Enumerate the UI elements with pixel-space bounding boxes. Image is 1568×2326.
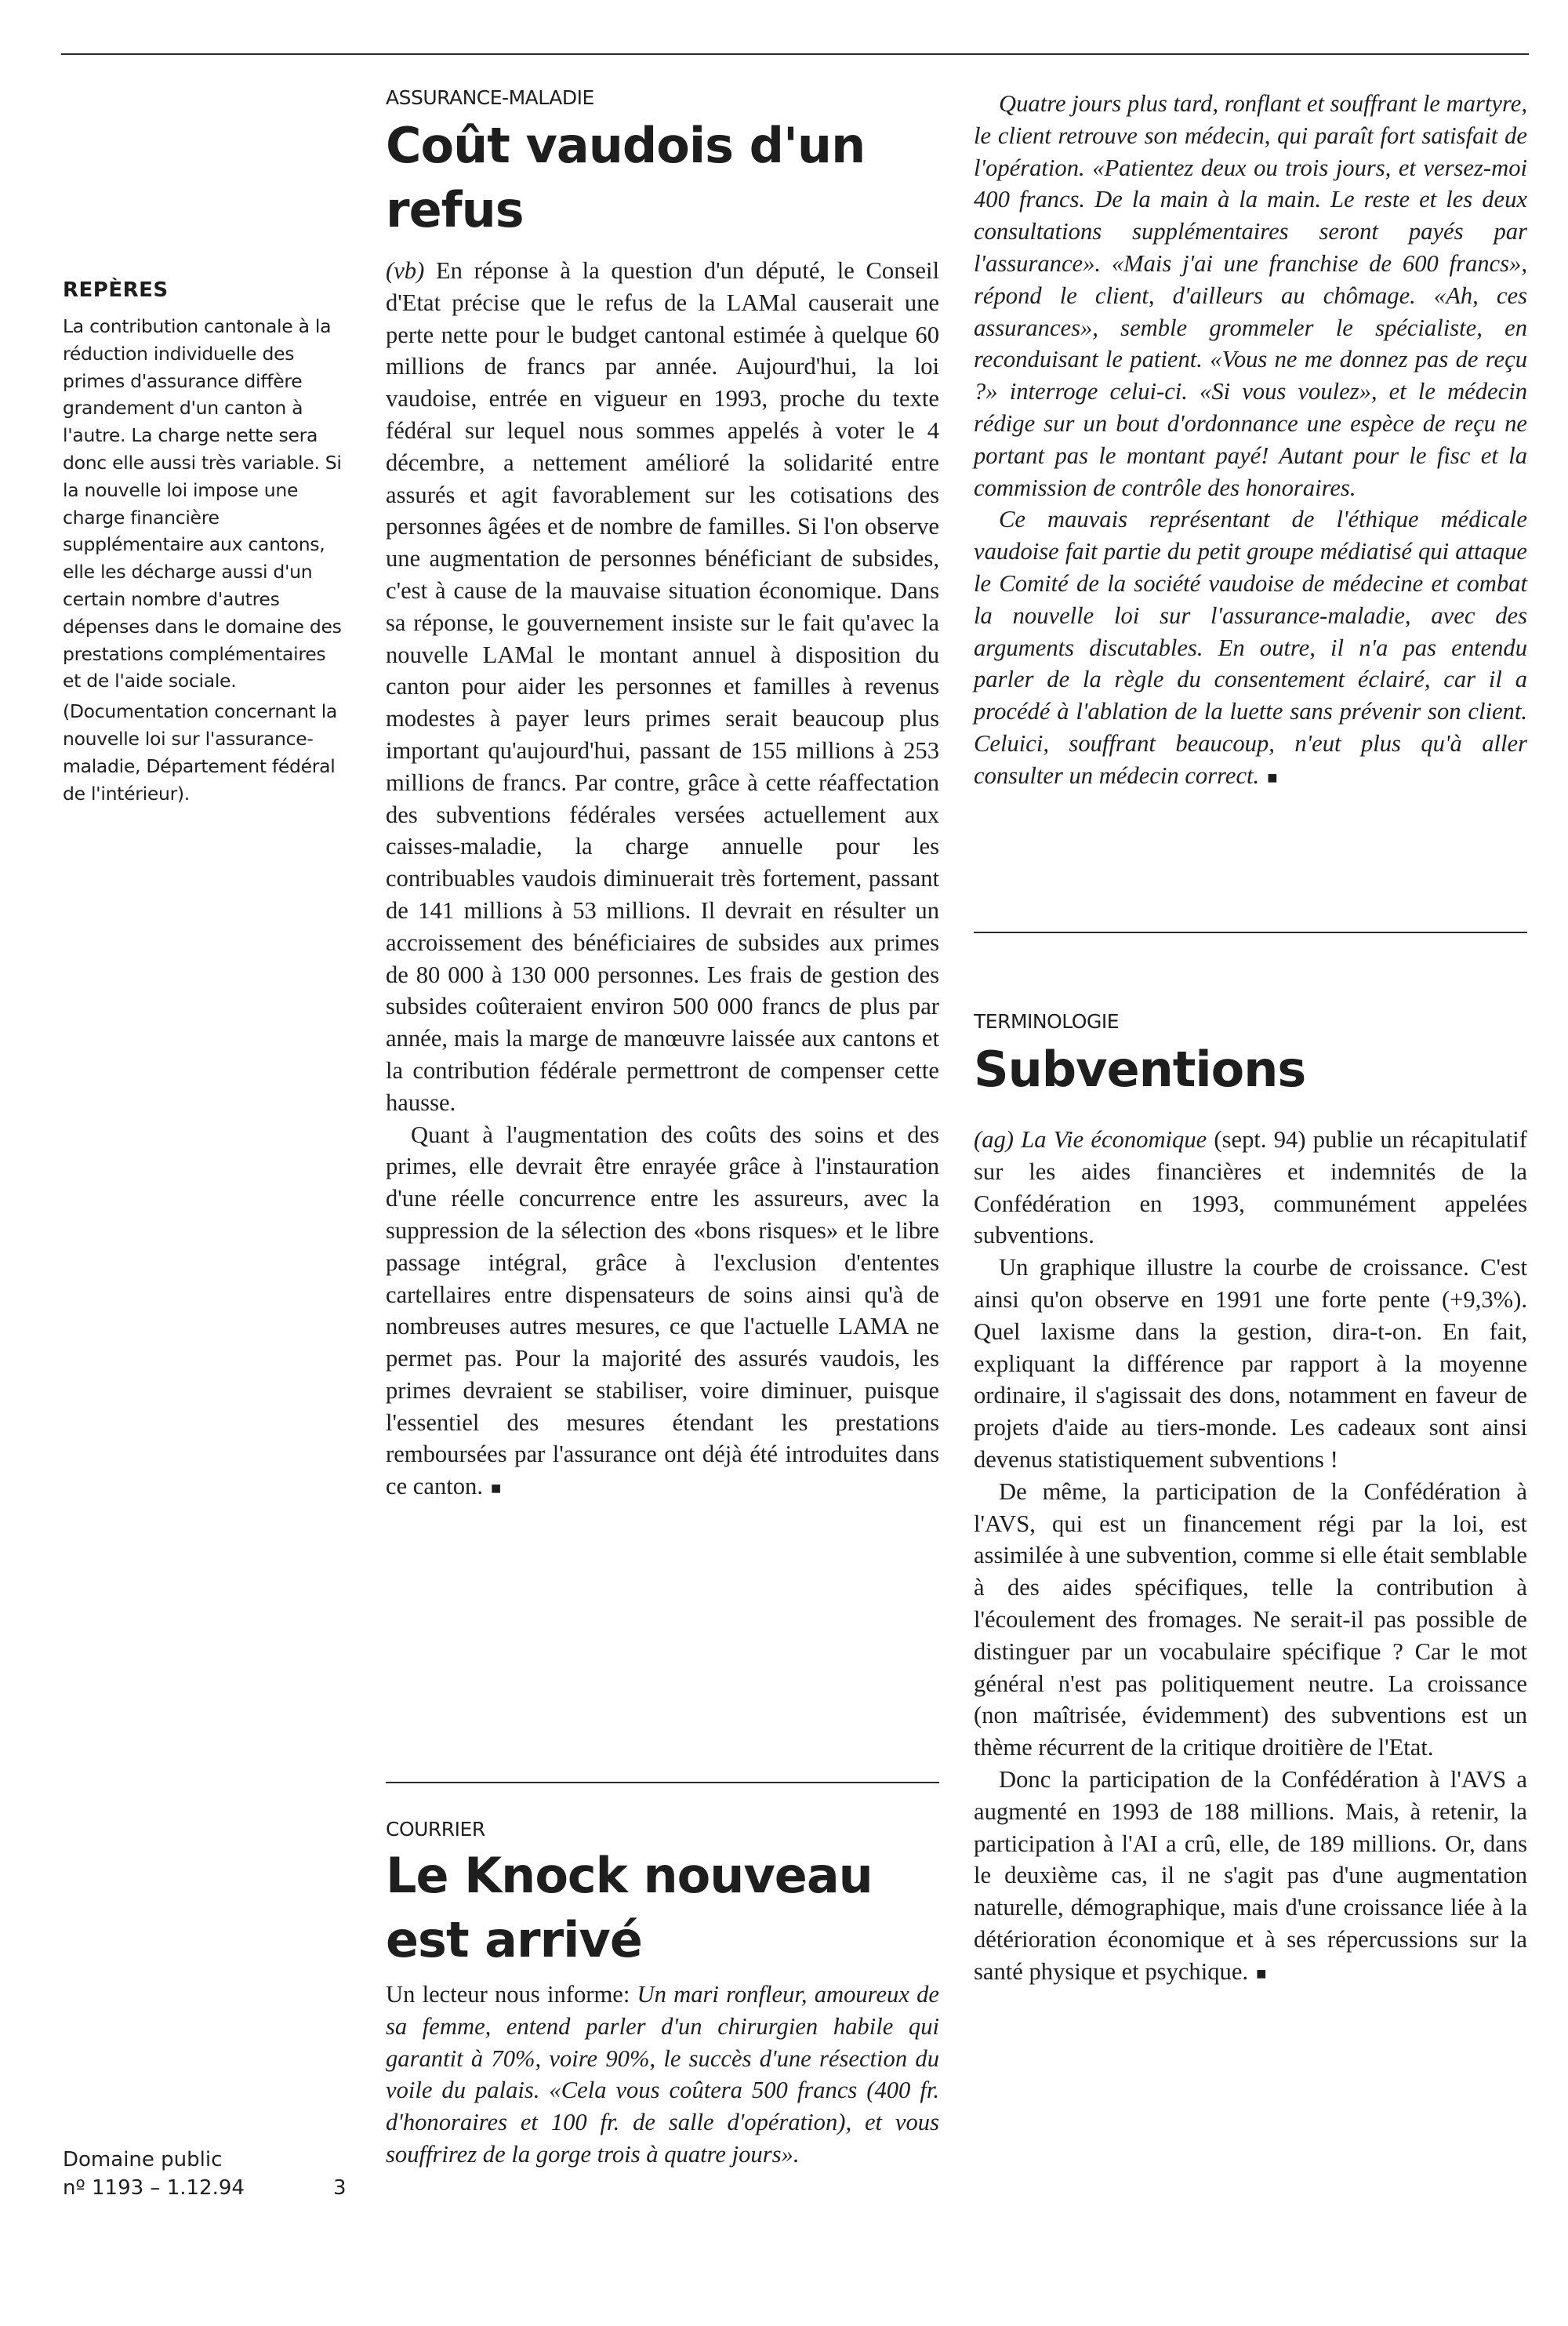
article-paragraph: (vb) En réponse à la question d'un député, le Conseil d'Etat précise que le refus de la LAMal causerait une perte nette pour le budget cantonal estimée à quelque 60 millions de francs par année. Aujourd'hui, la loi vaudoise, entrée en vigueur en 1993, proche du texte fédéral sur lequel nous sommes appelés à voter le 4 décembre, a nettement amélioré la solidarité entre assurés et agit favorablement sur les cotisations des personnes âgées et de nombre de familles. Si l'on observe une augmentation de personnes bénéficiant de subsides, c'est à cause de la mauvaise situation économique. Dans sa réponse, le gouvernement insiste sur le fait qu'avec la nouvelle LAMal le montant annuel à disposition du canton pour aider les personnes et familles à revenus modestes à payer leurs primes serait beaucoup plus important qu'aujourd'hui, passant de 155 millions à 253 millions de francs. Par contre, grâce à cette réaffectation des subventions fédérales versées actuellement aux caisses-maladie, la charge annuelle pour les contribuables vaudois diminuerait très fortement, passant de 141 millions à 53 millions. Il devrait en résulter un accroissement des bénéficiaires de subsides aux primes de 80 000 à 130 000 personnes. Les frais de gestion des subsides coûteraient environ 500 000 francs de plus par année, mais la marge de manœuvre laissée aux cantons et la contribution fédérale permettront de compenser cette hausse. [386,257,939,1116]
page-number: 3 [333,2176,347,2200]
article-kicker: COURRIER [386,1818,485,1841]
end-mark: ■ [1267,767,1278,787]
article-byline: (vb) [386,257,425,284]
top-rule [61,53,1529,55]
sidebar-title: REPÈRES [63,278,169,302]
publication-name: Domaine public [63,2148,223,2172]
article-knock-continued [974,88,1527,794]
publication-reference: La Vie économique [1021,1126,1207,1153]
article-byline: (ag) [974,1126,1014,1153]
page-footer [63,2146,361,2202]
article-subventions [974,1010,1527,1990]
article-kicker: TERMINOLOGIE [974,1010,1120,1033]
article-cout-vaudois [386,86,939,1505]
issue-number: nº 1193 – 1.12.94 [63,2176,245,2200]
article-paragraph: Donc la participation de la Confédération à l'AVS a augmenté en 1993 de 188 millions. Mais, à retenir, la participation à l'AI a crû, elle, de 189 millions. Or, dans le deuxième cas, il ne s'agit pas d'une augmentation naturelle, démographique, mais d'une croissance liée à la détérioration économique et à ses répercussions sur la santé physique et psychique. ■ [974,1765,1527,1985]
sidebar-text: La contribution cantonale à la réduction individuelle des primes d'assurance diffère grandement d'un canton à l'autre. La charge nette sera donc elle aussi très variable. Si la nouvelle loi impose une charge financière supplémentaire aux cantons, elle les décharge aussi d'un certain nombre d'autres dépenses dans le domaine des prestations complémentaires et de l'aide sociale. [63,315,342,692]
article-headline: Coût vaudois d'un refus [386,117,866,238]
article-headline: Le Knock nouveau est arrivé [386,1847,873,1968]
issue-date [63,2174,361,2202]
section-divider [974,932,1527,933]
sidebar-source: (Documentation concernant la nouvelle loi sur l'assurance-maladie, Département fédéral de l'intérieur). [63,700,338,805]
article-paragraph: Un graphique illustre la courbe de croissance. C'est ainsi qu'on observe en 1991 une forte pente (+9,3%). Quel laxisme dans la gestion, dira-t-on. En fait, expliquant la différence par rapport à la moyenne ordinaire, il s'agissait des dons, notamment en faveur de projets d'aide au tiers-monde. Les cadeaux sont ainsi devenus statistiquement subventions ! [974,1254,1527,1473]
end-mark: ■ [491,1478,502,1499]
article-knock [386,1818,939,2171]
article-kicker: ASSURANCE-MALADIE [386,86,594,109]
article-paragraph: Quatre jours plus tard, ronflant et souffrant le martyre, le client retrouve son médecin, qui paraît fort satisfait de l'opération. «Patientez deux ou trois jours, et versez-moi 400 francs. De la main à la main. Le reste et les deux consultations supplémentaires seront payés par l'assurance». «Mais j'ai une franchise de 600 francs», répond le client, d'ailleurs au chômage. «Ah, ces assurances», semble grommeler le spécialiste, en reconduisant le patient. «Vous ne me donnez pas de reçu ?» interroge celui-ci. «Si vous voulez», et le médecin rédige sur un bout d'ordonnance une espèce de reçu ne portant pas le montant payé! Autant pour le fisc et la commission de contrôle des honoraires. [974,90,1527,501]
article-paragraph: Ce mauvais représentant de l'éthique médicale vaudoise fait partie du petit groupe médiatisé qui attaque le Comité de la société vaudoise de médecine et combat la nouvelle loi sur l'assurance-maladie, avec des arguments discutables. En outre, il n'a pas entendu parler de la règle du consentement éclairé, car il a procédé à l'ablation de la luette sans prévenir son client. Celuici, souffrant beaucoup, n'eut plus qu'à aller consulter un médecin correct. ■ [974,506,1527,789]
sidebar-reperes [63,278,345,810]
article-paragraph: Quant à l'augmentation des coûts des soins et des primes, elle devrait être enrayée grâce à l'instauration d'une réelle concurrence entre les assureurs, avec la suppression de la sélection des «bons risques» et le libre passage intégral, grâce à l'exclusion d'ententes cartellaires entre dispensateurs de soins ainsi qu'à de nombreuses autres mesures, ce que l'actuelle LAMA ne permet pas. Pour la majorité des assurés vaudois, les primes devraient se stabiliser, voire diminuer, puisque l'essentiel des mesures étendant les prestations remboursées par l'assurance ont déjà été introduites dans ce canton. ■ [386,1121,939,1500]
article-paragraph: Un lecteur nous informe: Un mari ronfleur, amoureux de sa femme, entend parler d'un chirurgien habile qui garantit à 70%, voire 90%, le succès d'une résection du voile du palais. «Cela vous coûtera 500 francs (400 fr. d'honoraires et 100 fr. de salle d'opération), et vous souffrirez de la gorge trois à quatre jours». [386,1981,939,2168]
end-mark: ■ [1256,1963,1267,1983]
article-paragraph: (ag) La Vie économique (sept. 94) publie un récapitulatif sur les aides financières et indemnités de la Confédération en 1993, communément appelées subventions. [974,1126,1527,1249]
article-headline: Subventions [974,1041,1306,1098]
section-divider [386,1782,939,1783]
article-paragraph: De même, la participation de la Confédération à l'AVS, qui est un financement régi par la loi, est assimilée à une subvention, comme si elle était semblable à des aides spécifiques, telle la contribution à l'écoulement des fromages. Ne serait-il pas possible de distinguer par un vocabulaire spécifique ? Car le mot général n'est pas politiquement neutre. La croissance (non maîtrisée, évidemment) des subventions est un thème récurrent de la critique droitière de l'Etat. [974,1477,1528,1761]
